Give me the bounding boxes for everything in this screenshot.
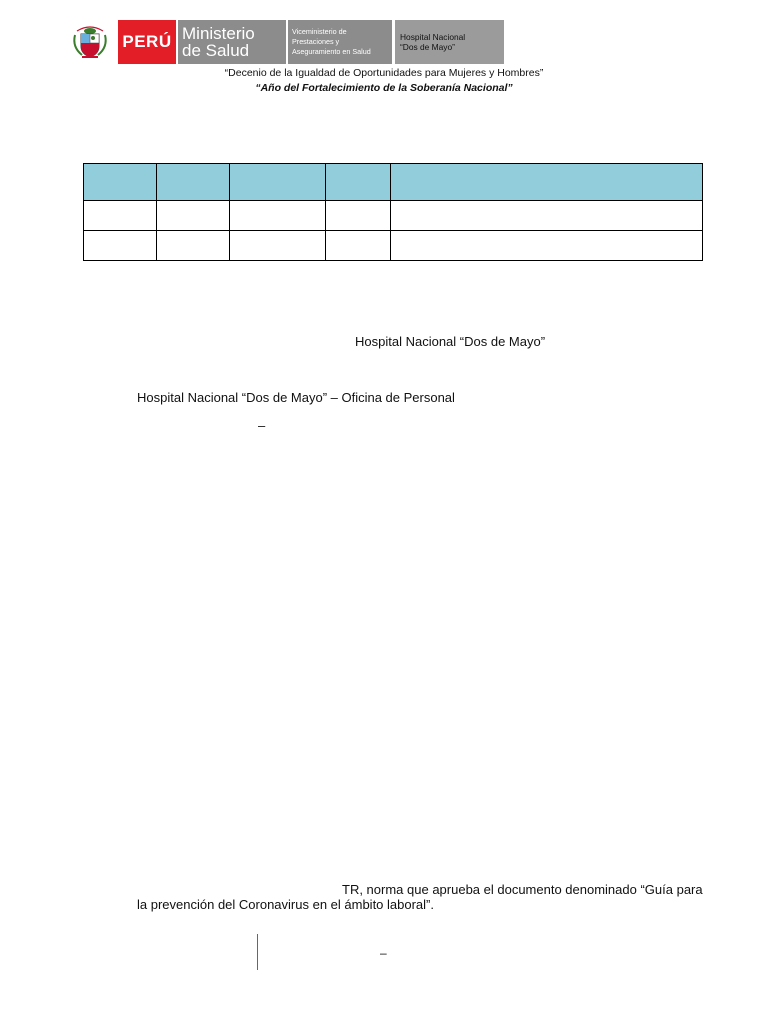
hospital-label	[395, 20, 504, 64]
table-header-row	[84, 164, 703, 201]
norma-text-line-1: TR, norma que aprueba el documento denominado “Guía para	[342, 882, 703, 897]
table-cell	[391, 231, 703, 261]
table-header-cell	[326, 164, 391, 201]
vice-line-2: Prestaciones y	[292, 37, 340, 46]
year-name-line: “Año del Fortalecimiento de la Soberanía Nacional”	[255, 82, 513, 94]
hospital-line-1: Hospital Nacional	[400, 32, 466, 42]
vice-line-1: Viceministerio de	[292, 27, 347, 36]
oficina-personal-text: Hospital Nacional “Dos de Mayo” – Oficina de Personal	[137, 390, 455, 405]
table-header-cell	[391, 164, 703, 201]
vice-line-3: Aseguramiento en Salud	[292, 47, 371, 56]
viceministry-label	[288, 20, 395, 64]
table-row	[84, 201, 703, 231]
table-cell	[84, 231, 157, 261]
table-cell	[391, 201, 703, 231]
document-table	[83, 163, 703, 261]
decenio-line: “Decenio de la Igualdad de Oportunidades para Mujeres y Hombres”	[224, 67, 544, 79]
ministry-label	[178, 20, 288, 64]
table-header-cell	[230, 164, 326, 201]
table-header-cell	[157, 164, 230, 201]
table-cell	[157, 231, 230, 261]
table-cell	[84, 201, 157, 231]
ministry-line-2: de Salud	[182, 41, 250, 60]
dash-text: –	[258, 418, 266, 433]
table-row	[84, 231, 703, 261]
hospital-line-2: “Dos de Mayo”	[400, 42, 455, 52]
norma-text-line-2: la prevención del Coronavirus en el ámbito laboral”.	[137, 897, 434, 912]
text-cursor	[257, 934, 258, 970]
table-header-cell	[84, 164, 157, 201]
table-cell	[230, 201, 326, 231]
table-cell	[230, 231, 326, 261]
coat-of-arms-icon	[66, 20, 114, 64]
peru-label: PERÚ	[118, 20, 178, 64]
header-logo-strip	[66, 20, 504, 64]
hospital-title-text: Hospital Nacional “Dos de Mayo”	[355, 334, 546, 349]
ministry-line-1: Ministerio	[182, 24, 255, 43]
table-cell	[157, 201, 230, 231]
table-cell	[326, 231, 391, 261]
dash-text: –	[380, 946, 387, 960]
table-cell	[326, 201, 391, 231]
